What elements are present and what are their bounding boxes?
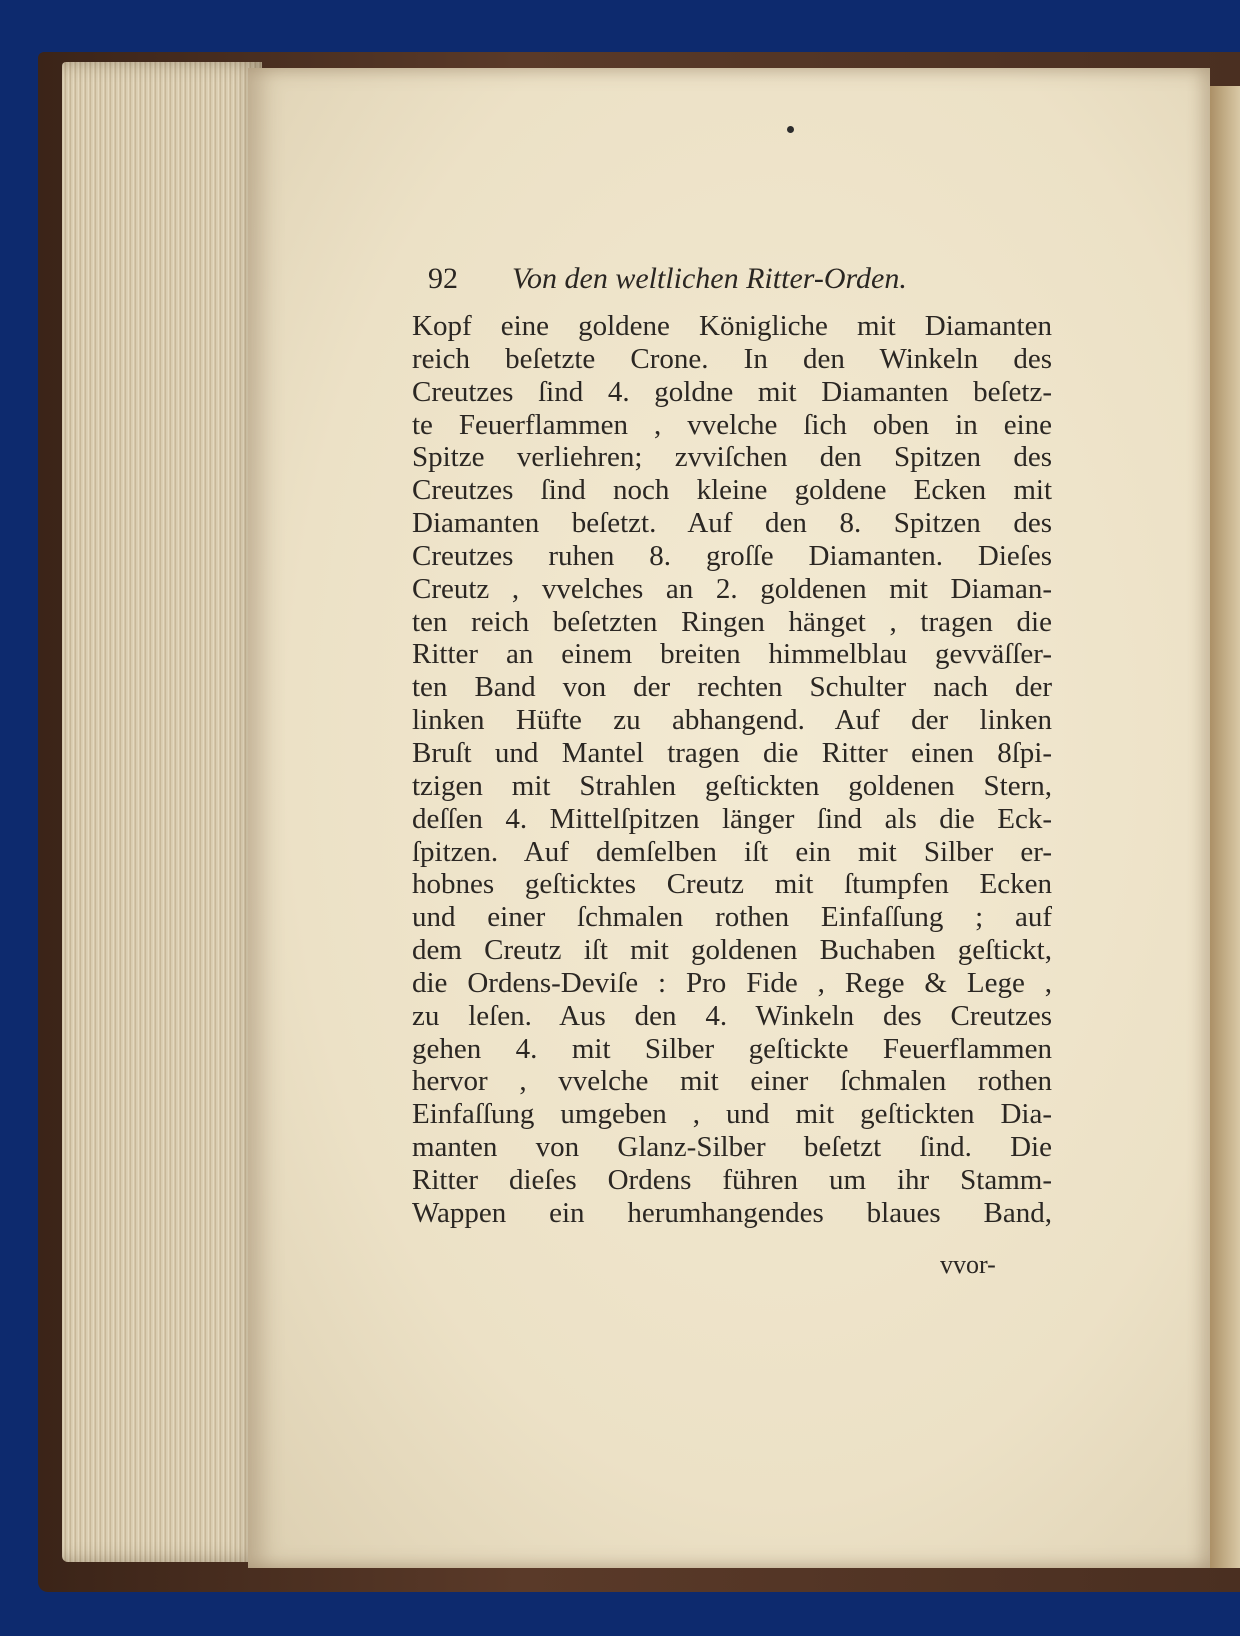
text-line: und einer ſchmalen rothen Einfaſſung ; auf (412, 901, 1052, 934)
text-line: gehen 4. mit Silber geſtickte Feuerflammen (412, 1032, 1052, 1065)
text-line: Creutzes ſind 4. goldne mit Diamanten beſetz- (412, 375, 1052, 408)
text-line: ſpitzen. Auf demſelben iſt ein mit Silber er- (412, 835, 1052, 868)
text-line: Ritter dieſes Ordens führen um ihr Stamm- (412, 1163, 1052, 1196)
text-line: Bruſt und Mantel tragen die Ritter einen 8ſpi- (412, 736, 1052, 769)
ink-spot (787, 126, 794, 133)
text-line: te Feuerflammen , vvelche ſich oben in eine (412, 408, 1052, 441)
text-line: ten reich beſetzten Ringen hänget , tragen die (412, 605, 1052, 638)
page-edges (62, 62, 262, 1562)
catchword: vvor- (940, 1250, 996, 1279)
text-line: dem Creutz iſt mit goldenen Buchaben geſtickt, (412, 934, 1052, 967)
text-line: ten Band von der rechten Schulter nach der (412, 671, 1052, 704)
text-line: Diamanten beſetzt. Auf den 8. Spitzen des (412, 507, 1052, 540)
page-number: 92 (428, 262, 458, 295)
text-line: deſſen 4. Mittelſpitzen länger ſind als die Eck- (412, 802, 1052, 835)
text-line: Wappen ein herumhangendes blaues Band, (412, 1196, 1052, 1229)
text-line: Creutz , vvelches an 2. goldenen mit Diaman- (412, 572, 1052, 605)
text-line: Kopf eine goldene Königliche mit Diamanten (412, 310, 1052, 342)
text-line: tzigen mit Strahlen geſtickten goldenen Stern, (412, 769, 1052, 802)
text-line: hobnes geſticktes Creutz mit ſtumpfen Ecken (412, 868, 1052, 901)
running-title: Von den weltlichen Ritter-Orden. (512, 262, 907, 295)
page-header (428, 262, 1048, 302)
text-line: Spitze verliehren; zvviſchen den Spitzen des (412, 441, 1052, 474)
text-line: Einfaſſung umgeben , und mit geſtickten Dia- (412, 1098, 1052, 1131)
text-line: Ritter an einem breiten himmelblau gevväſſer- (412, 638, 1052, 671)
text-line: die Ordens-Deviſe : Pro Fide , Rege & Lege , (412, 966, 1052, 999)
text-line: Creutzes ruhen 8. groſſe Diamanten. Dieſes (412, 539, 1052, 572)
text-line: manten von Glanz-Silber beſetzt ſind. Die (412, 1131, 1052, 1164)
text-line: linken Hüfte zu abhangend. Auf der linken (412, 704, 1052, 737)
text-line: reich beſetzte Crone. In den Winkeln des (412, 342, 1052, 375)
body-text (412, 310, 1052, 1230)
text-line: hervor , vvelche mit einer ſchmalen rothen (412, 1065, 1052, 1098)
text-line: Creutzes ſind noch kleine goldene Ecken mit (412, 474, 1052, 507)
facing-page-edge (1208, 86, 1240, 1568)
text-line: zu leſen. Aus den 4. Winkeln des Creutzes (412, 999, 1052, 1032)
